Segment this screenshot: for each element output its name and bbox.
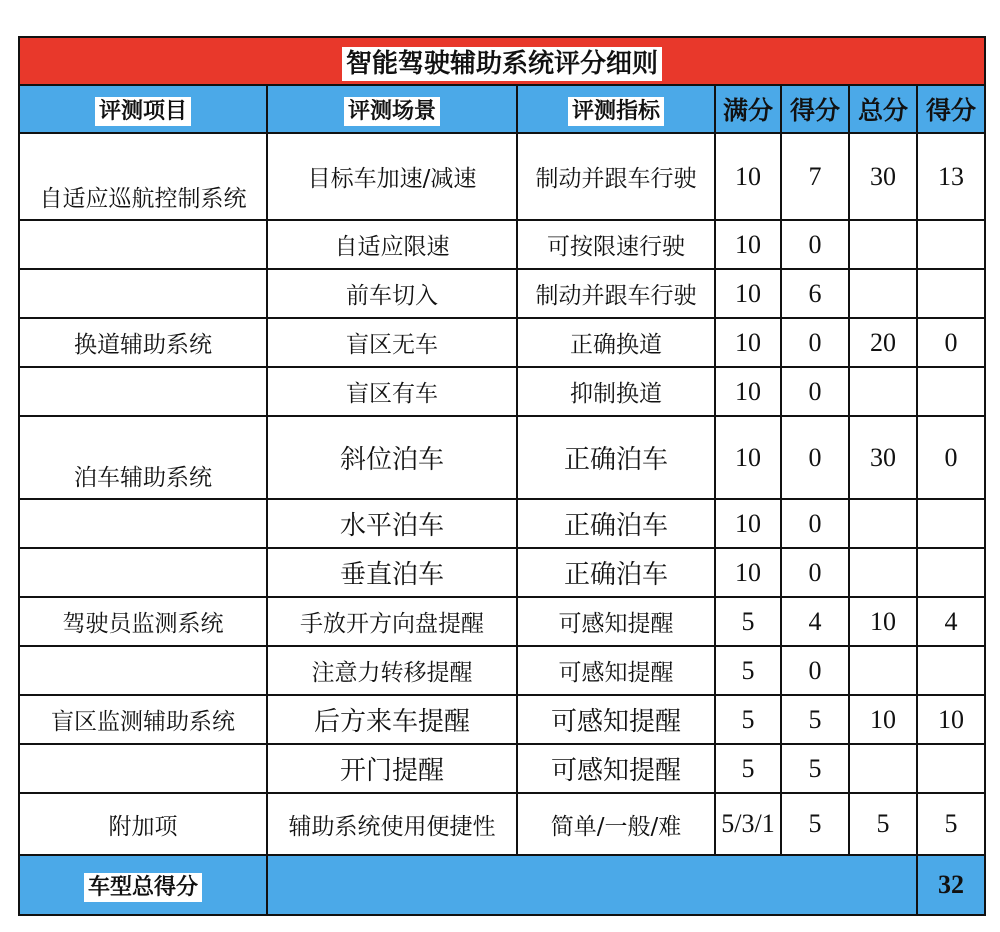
cell-scene: 垂直泊车 bbox=[267, 548, 517, 597]
cell-item bbox=[19, 367, 267, 416]
cell-total-score bbox=[917, 744, 985, 793]
header-score: 得分 bbox=[781, 85, 849, 133]
cell-scene: 开门提醒 bbox=[267, 744, 517, 793]
cell-score: 6 bbox=[781, 269, 849, 318]
cell-item: 附加项 bbox=[19, 793, 267, 855]
cell-metric: 可按限速行驶 bbox=[517, 220, 715, 269]
cell-total bbox=[849, 367, 917, 416]
cell-scene: 注意力转移提醒 bbox=[267, 646, 517, 695]
header-total: 总分 bbox=[849, 85, 917, 133]
cell-total-score: 5 bbox=[917, 793, 985, 855]
cell-total-score: 4 bbox=[917, 597, 985, 646]
cell-scene: 斜位泊车 bbox=[267, 416, 517, 499]
cell-total-score bbox=[917, 646, 985, 695]
cell-metric: 制动并跟车行驶 bbox=[517, 269, 715, 318]
cell-total: 10 bbox=[849, 695, 917, 744]
cell-total-score: 0 bbox=[917, 318, 985, 367]
cell-score: 5 bbox=[781, 793, 849, 855]
cell-total: 5 bbox=[849, 793, 917, 855]
cell-item bbox=[19, 269, 267, 318]
cell-metric: 正确泊车 bbox=[517, 499, 715, 548]
cell-metric: 制动并跟车行驶 bbox=[517, 133, 715, 220]
cell-item bbox=[19, 646, 267, 695]
table-row bbox=[19, 744, 985, 793]
cell-metric: 简单/一般/难 bbox=[517, 793, 715, 855]
header-total-score: 得分 bbox=[917, 85, 985, 133]
cell-item bbox=[19, 220, 267, 269]
cell-total-score: 13 bbox=[917, 133, 985, 220]
cell-total bbox=[849, 744, 917, 793]
cell-item: 换道辅助系统 bbox=[19, 318, 267, 367]
cell-scene: 自适应限速 bbox=[267, 220, 517, 269]
cell-metric: 抑制换道 bbox=[517, 367, 715, 416]
header-metric: 评测指标 bbox=[517, 85, 715, 133]
cell-full-score: 10 bbox=[715, 133, 781, 220]
cell-full-score: 10 bbox=[715, 367, 781, 416]
total-score: 32 bbox=[917, 855, 985, 915]
table-row bbox=[19, 793, 985, 855]
cell-score: 0 bbox=[781, 220, 849, 269]
table-row bbox=[19, 220, 985, 269]
cell-metric: 可感知提醒 bbox=[517, 646, 715, 695]
cell-full-score: 10 bbox=[715, 499, 781, 548]
table-body bbox=[19, 133, 985, 855]
cell-metric: 正确换道 bbox=[517, 318, 715, 367]
cell-full-score: 5 bbox=[715, 744, 781, 793]
cell-total: 10 bbox=[849, 597, 917, 646]
cell-score: 7 bbox=[781, 133, 849, 220]
cell-score: 0 bbox=[781, 367, 849, 416]
cell-full-score: 5/3/1 bbox=[715, 793, 781, 855]
cell-total-score bbox=[917, 220, 985, 269]
cell-score: 0 bbox=[781, 548, 849, 597]
cell-full-score: 10 bbox=[715, 269, 781, 318]
table-row bbox=[19, 318, 985, 367]
cell-full-score: 10 bbox=[715, 548, 781, 597]
cell-total-score: 10 bbox=[917, 695, 985, 744]
cell-total: 30 bbox=[849, 416, 917, 499]
table-title: 智能驾驶辅助系统评分细则 bbox=[342, 47, 662, 81]
cell-scene: 后方来车提醒 bbox=[267, 695, 517, 744]
cell-full-score: 10 bbox=[715, 416, 781, 499]
cell-total-score bbox=[917, 499, 985, 548]
cell-total-score bbox=[917, 367, 985, 416]
cell-total bbox=[849, 646, 917, 695]
cell-total bbox=[849, 269, 917, 318]
title-cell bbox=[19, 37, 985, 85]
header-scene: 评测场景 bbox=[267, 85, 517, 133]
table-row bbox=[19, 269, 985, 318]
cell-scene: 目标车加速/减速 bbox=[267, 133, 517, 220]
cell-metric: 可感知提醒 bbox=[517, 695, 715, 744]
cell-full-score: 10 bbox=[715, 318, 781, 367]
cell-item bbox=[19, 499, 267, 548]
cell-score: 0 bbox=[781, 499, 849, 548]
total-blank-cell bbox=[267, 855, 917, 915]
cell-full-score: 5 bbox=[715, 597, 781, 646]
cell-metric: 正确泊车 bbox=[517, 416, 715, 499]
table-row bbox=[19, 548, 985, 597]
total-label-cell: 车型总得分 bbox=[19, 855, 267, 915]
total-row bbox=[19, 855, 985, 915]
cell-scene: 盲区无车 bbox=[267, 318, 517, 367]
cell-score: 5 bbox=[781, 744, 849, 793]
cell-item: 盲区监测辅助系统 bbox=[19, 695, 267, 744]
score-table bbox=[18, 36, 986, 916]
title-row bbox=[19, 37, 985, 85]
cell-total: 30 bbox=[849, 133, 917, 220]
cell-total bbox=[849, 548, 917, 597]
cell-scene: 水平泊车 bbox=[267, 499, 517, 548]
cell-item bbox=[19, 548, 267, 597]
cell-metric: 可感知提醒 bbox=[517, 597, 715, 646]
cell-total bbox=[849, 220, 917, 269]
cell-item: 驾驶员监测系统 bbox=[19, 597, 267, 646]
cell-total-score bbox=[917, 269, 985, 318]
table-row bbox=[19, 695, 985, 744]
cell-item: 自适应巡航控制系统 bbox=[19, 133, 267, 220]
cell-scene: 盲区有车 bbox=[267, 367, 517, 416]
header-full-score: 满分 bbox=[715, 85, 781, 133]
cell-full-score: 5 bbox=[715, 646, 781, 695]
table-row bbox=[19, 367, 985, 416]
table-row bbox=[19, 597, 985, 646]
table-row bbox=[19, 499, 985, 548]
cell-full-score: 5 bbox=[715, 695, 781, 744]
cell-scene: 辅助系统使用便捷性 bbox=[267, 793, 517, 855]
header-item: 评测项目 bbox=[19, 85, 267, 133]
cell-scene: 前车切入 bbox=[267, 269, 517, 318]
cell-total-score: 0 bbox=[917, 416, 985, 499]
cell-score: 0 bbox=[781, 416, 849, 499]
cell-score: 0 bbox=[781, 318, 849, 367]
table-row bbox=[19, 133, 985, 220]
cell-score: 4 bbox=[781, 597, 849, 646]
cell-metric: 可感知提醒 bbox=[517, 744, 715, 793]
cell-full-score: 10 bbox=[715, 220, 781, 269]
table-row bbox=[19, 646, 985, 695]
cell-total: 20 bbox=[849, 318, 917, 367]
header-row bbox=[19, 85, 985, 133]
cell-score: 0 bbox=[781, 646, 849, 695]
cell-item: 泊车辅助系统 bbox=[19, 416, 267, 499]
cell-score: 5 bbox=[781, 695, 849, 744]
cell-metric: 正确泊车 bbox=[517, 548, 715, 597]
cell-item bbox=[19, 744, 267, 793]
cell-total-score bbox=[917, 548, 985, 597]
cell-scene: 手放开方向盘提醒 bbox=[267, 597, 517, 646]
table-row bbox=[19, 416, 985, 499]
cell-total bbox=[849, 499, 917, 548]
